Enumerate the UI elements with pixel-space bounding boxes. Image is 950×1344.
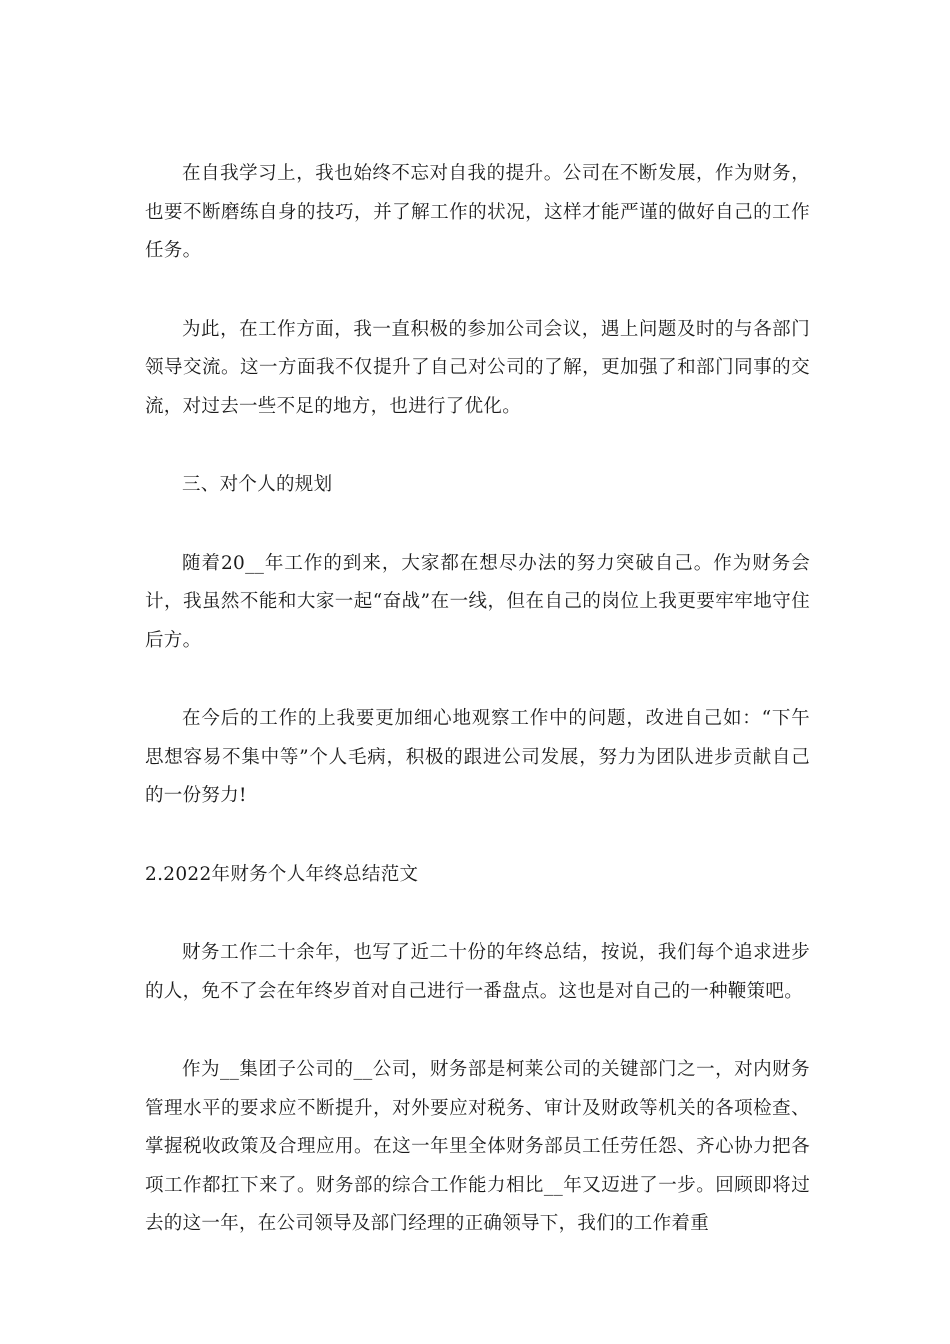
document-body <box>145 155 810 1244</box>
article-title: 2.2022年财务个人年终总结范文 <box>145 863 419 885</box>
paragraph-self-study: 在自我学习上，我也始终不忘对自我的提升。公司在不断发展，作为财务，也要不断磨练自身的技巧，并了解工作的状况，这样才能严谨的做好自己的工作任务。 <box>145 163 810 261</box>
paragraph-twenty-years: 财务工作二十余年，也写了近二十份的年终总结，按说，我们每个追求进步的人，免不了会在年终岁首对自己进行一番盘点。这也是对自己的一种鞭策吧。 <box>145 942 810 1002</box>
paragraph-work-communication: 为此，在工作方面，我一直积极的参加公司会议，遇上问题及时的与各部门领导交流。这一方面我不仅提升了自己对公司的了解，更加强了和部门同事的交流，对过去一些不足的地方，也进行了优化。 <box>145 318 810 417</box>
paragraph-future-work: 在今后的工作的上我要更加细心地观察工作中的问题，改进自己如：“下午思想容易不集中等”个人毛病，积极的跟进公司发展，努力为团队进步贡献自己的一份努力! <box>145 708 810 806</box>
paragraph-finance-department: 作为__集团子公司的__公司，财务部是柯莱公司的关键部门之一，对内财务管理水平的要求应不断提升，对外要应对税务、审计及财政等机关的各项检查、掌握税收政策及合理应用。在这一年里全体财务部员工任劳任怨、齐心协力把各项工作都扛下来了。财务部的综合工作能力相比__年又迈进了一步。回顾即将过去的这一年，在公司领导及部门经理的正确领导下，我们的工作着重 <box>145 1059 810 1234</box>
paragraph-new-year: 随着20__年工作的到来，大家都在想尽办法的努力突破自己。作为财务会计，我虽然不能和大家一起“奋战”在一线，但在自己的岗位上我更要牢牢地守住后方。 <box>145 552 810 651</box>
section-heading-personal-plan: 三、对个人的规划 <box>182 474 333 495</box>
